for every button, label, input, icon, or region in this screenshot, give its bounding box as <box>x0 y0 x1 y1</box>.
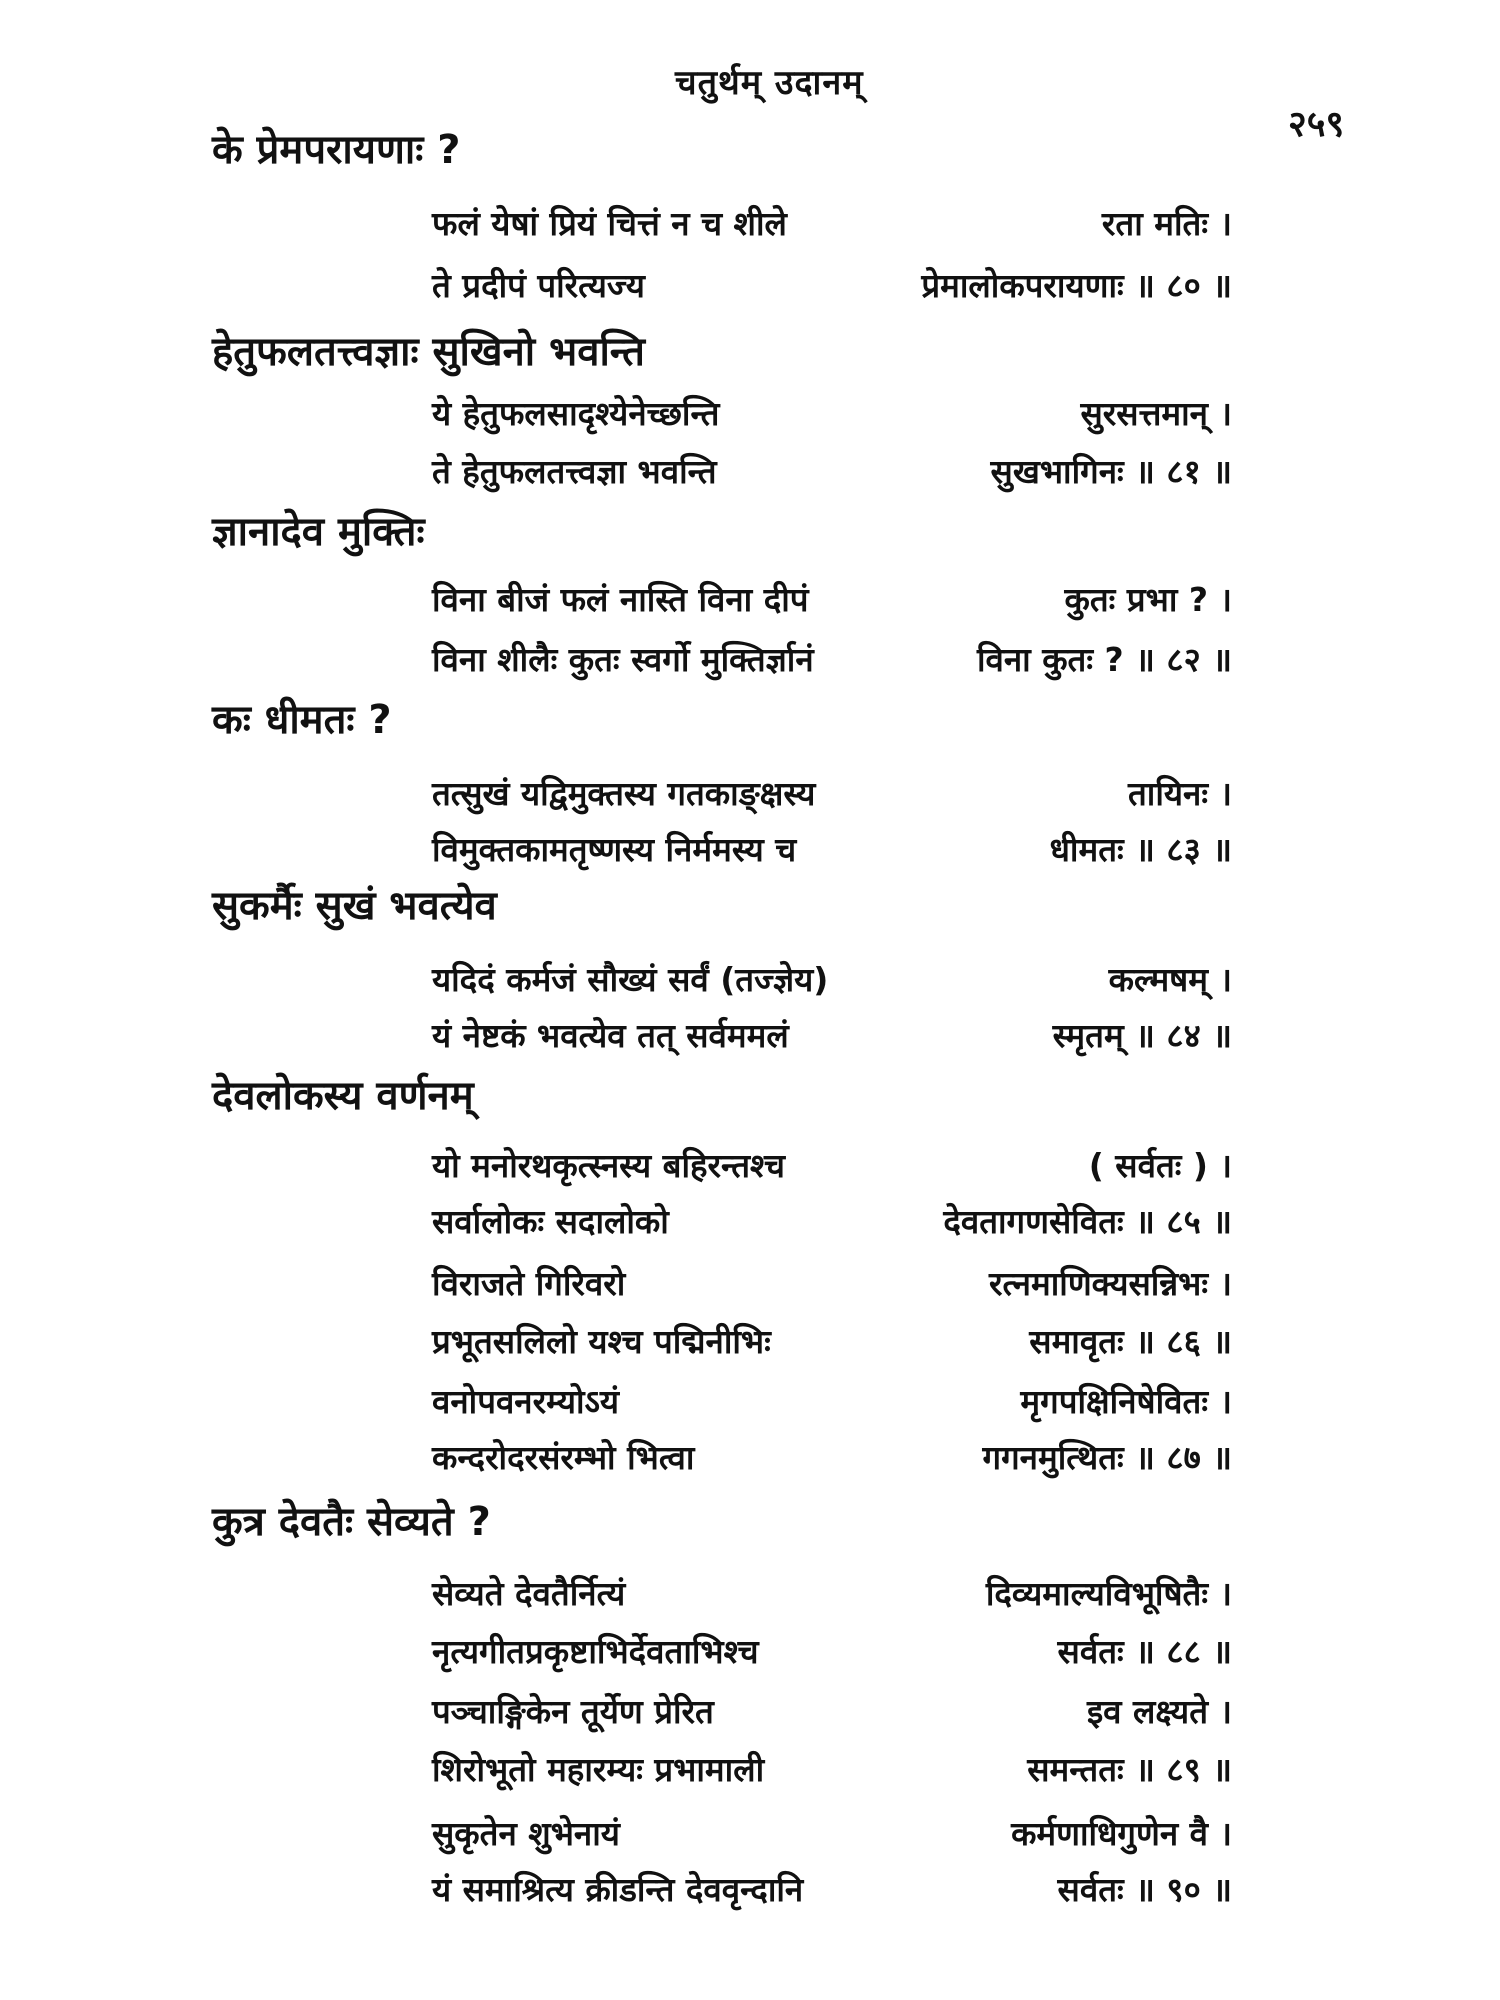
verse-line <box>432 1378 1232 1423</box>
verse-text: ये हेतुफलसादृश्येनेच्छन्ति <box>432 394 720 433</box>
verse-text: विना बीजं फलं नास्ति विना दीपं <box>432 580 809 619</box>
verse-end: गगनमुत्थितः ॥ ८७ ॥ <box>982 1438 1232 1477</box>
running-header: चतुर्थम् उदानम् <box>675 63 864 103</box>
verse-text: यं नेष्टकं भवत्येव तत् सर्वममलं <box>432 1016 789 1055</box>
section-heading: कः धीमतः ? <box>212 697 392 743</box>
verse-end: धीमतः ॥ ८३ ॥ <box>1049 830 1232 869</box>
verse-text: कन्दरोदरसंरम्भो भित्वा <box>432 1438 695 1477</box>
verse-line <box>432 636 1232 681</box>
verse-end: विना कुतः ? ॥ ८२ ॥ <box>976 640 1232 679</box>
verse-text: सेव्यते देवतैर्नित्यं <box>432 1574 626 1613</box>
verse-text: ते हेतुफलतत्त्वज्ञा भवन्ति <box>432 452 717 491</box>
verse-line <box>432 390 1232 435</box>
verse-text: ते प्रदीपं परित्यज्य <box>432 266 645 305</box>
verse-end: सर्वतः ॥ ८८ ॥ <box>1057 1632 1232 1671</box>
verse-line <box>432 1628 1232 1673</box>
section-heading: देवलोकस्य वर्णनम् <box>212 1073 474 1119</box>
verse-text: यं समाश्रित्य क्रीडन्ति देववृन्दानि <box>432 1870 804 1909</box>
verse-line <box>432 1198 1232 1243</box>
verse-end: कल्मषम् । <box>1108 960 1232 999</box>
verse-text: विमुक्तकामतृष्णस्य निर्ममस्य च <box>432 830 797 869</box>
verse-end: इव लक्ष्यते । <box>1086 1692 1232 1731</box>
verse-line <box>432 1866 1232 1911</box>
verse-end: रत्नमाणिक्यसन्निभः । <box>989 1264 1232 1303</box>
verse-text: नृत्यगीतप्रकृष्टाभिर्देवताभिश्च <box>432 1632 759 1671</box>
section-heading: के प्रेमपरायणाः ? <box>212 127 461 173</box>
verse-line <box>432 956 1232 1001</box>
verse-line <box>432 262 1232 307</box>
verse-line <box>432 200 1232 245</box>
verse-text: प्रभूतसलिलो यश्च पद्मिनीभिः <box>432 1322 771 1361</box>
section-heading: ज्ञानादेव मुक्तिः <box>212 509 425 555</box>
section-heading: सुकर्मैः सुखं भवत्येव <box>212 883 497 929</box>
verse-end: कुतः प्रभा ? । <box>1064 580 1232 619</box>
verse-text: यो मनोरथकृत्स्नस्य बहिरन्तश्च <box>432 1146 786 1185</box>
verse-text: तत्सुखं यद्विमुक्तस्य गतकाङ्क्षस्य <box>432 774 816 813</box>
verse-line <box>432 1012 1232 1057</box>
verse-end: सुरसत्तमान् । <box>1080 394 1232 433</box>
verse-end: दिव्यमाल्यविभूषितैः । <box>985 1574 1232 1613</box>
verse-end: तायिनः । <box>1127 774 1232 813</box>
verse-line <box>432 576 1232 621</box>
verse-end: स्मृतम् ॥ ८४ ॥ <box>1052 1016 1232 1055</box>
verse-text: वनोपवनरम्योऽयं <box>432 1382 620 1421</box>
verse-text: पञ्चाङ्गिकेन तूर्येण प्रेरित <box>432 1692 714 1731</box>
verse-end: सर्वतः ॥ ९० ॥ <box>1057 1870 1232 1909</box>
section-heading: कुत्र देवतैः सेव्यते ? <box>212 1499 491 1545</box>
verse-line <box>432 1260 1232 1305</box>
verse-text: सर्वालोकः सदालोको <box>432 1202 669 1241</box>
verse-text: विराजते गिरिवरो <box>432 1264 626 1303</box>
verse-line <box>432 1142 1232 1187</box>
verse-line <box>432 1318 1232 1363</box>
verse-end: समन्ततः ॥ ८९ ॥ <box>1027 1750 1232 1789</box>
verse-end: देवतागणसेवितः ॥ ८५ ॥ <box>943 1202 1232 1241</box>
verse-line <box>432 1434 1232 1479</box>
section-heading: हेतुफलतत्त्वज्ञाः सुखिनो भवन्ति <box>212 329 645 375</box>
verse-line <box>432 1688 1232 1733</box>
verse-end: कर्मणाधिगुणेन वै । <box>1011 1814 1232 1853</box>
verse-line <box>432 448 1232 493</box>
verse-line <box>432 1746 1232 1791</box>
verse-text: यदिदं कर्मजं सौख्यं सर्वं (तज्ज्ञेय) <box>432 960 829 999</box>
verse-end: रता मतिः । <box>1101 204 1232 243</box>
verse-end: सुखभागिनः ॥ ८१ ॥ <box>990 452 1232 491</box>
verse-end: समावृतः ॥ ८६ ॥ <box>1029 1322 1232 1361</box>
verse-end: ( सर्वतः ) । <box>1088 1146 1232 1185</box>
verse-end: मृगपक्षिनिषेवितः । <box>1020 1382 1232 1421</box>
verse-line <box>432 1810 1232 1855</box>
verse-text: विना शीलैः कुतः स्वर्गो मुक्तिर्ज्ञानं <box>432 640 814 679</box>
verse-text: सुकृतेन शुभेनायं <box>432 1814 620 1853</box>
verse-line <box>432 1570 1232 1615</box>
verse-end: प्रेमालोकपरायणाः ॥ ८० ॥ <box>921 266 1232 305</box>
page-number: २५९ <box>1288 104 1345 145</box>
verse-line <box>432 826 1232 871</box>
verse-line <box>432 770 1232 815</box>
verse-text: शिरोभूतो महारम्यः प्रभामाली <box>432 1750 765 1789</box>
verse-text: फलं येषां प्रियं चित्तं न च शीले <box>432 204 787 243</box>
